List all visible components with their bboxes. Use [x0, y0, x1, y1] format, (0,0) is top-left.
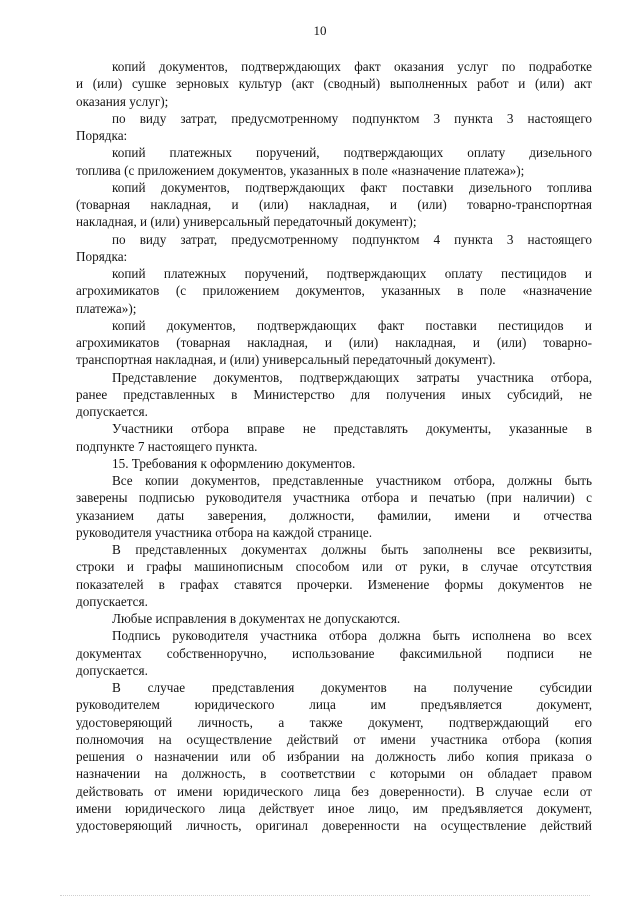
- text-line: полномочия на осуществление действий от имени участника отбора (копия: [76, 731, 592, 747]
- text-line: руководителем юридического лица им предъявляется документ,: [76, 697, 592, 713]
- text-line: копий документов, подтверждающих факт оказания услуг по подработке: [112, 59, 592, 74]
- text-line: документах собственноручно, использование факсимильной подписи не: [76, 645, 592, 661]
- text-line: копий документов, подтверждающих факт поставки дизельного топлива: [112, 179, 592, 195]
- text-line: транспортная накладная, и (или) универсальный передаточный документ).: [76, 352, 496, 368]
- text-line: накладная, и (или) универсальный передаточный документ);: [76, 214, 417, 230]
- text-line: подпункте 7 настоящего пункта.: [76, 438, 258, 454]
- text-line: копий платежных поручений, подтверждающих оплату пестицидов и: [112, 266, 592, 281]
- text-line: топлива (с приложением документов, указанных в поле «назначение платежа»);: [76, 162, 525, 178]
- text-line: и (или) сушке зерновых культур (акт (сводный) выполненных работ и (или) акт: [76, 76, 592, 92]
- text-line: копий документов, подтверждающих факт поставки пестицидов и: [112, 317, 592, 333]
- text-line: допускается.: [76, 404, 148, 419]
- text-line: В случае представления документов на получение субсидии: [112, 680, 592, 695]
- text-line: удостоверяющий личность, оригинал доверенности на осуществление действий: [76, 818, 592, 833]
- text-line: агрохимикатов (товарная накладная, и (или) накладная, и (или) товарно-: [76, 335, 592, 350]
- text-line: по виду затрат, предусмотренному подпунктом 4 пункта 3 настоящего: [112, 231, 592, 247]
- text-line: копий платежных поручений, подтверждающих оплату дизельного: [112, 145, 592, 161]
- text-line: платежа»);: [76, 300, 137, 316]
- text-line: Представление документов, подтверждающих затраты участника отбора,: [112, 369, 592, 385]
- text-line: назначении на должность, в соответствии с которыми он обладает правом: [76, 766, 592, 782]
- text-line: оказания услуг);: [76, 93, 169, 109]
- text-line: агрохимикатов (с приложением документов, указанных в поле «назначение: [76, 283, 592, 299]
- text-line: Порядка:: [76, 128, 128, 143]
- text-line: ранее представленных в Министерство для получения иных субсидий, не: [76, 386, 592, 402]
- document-body: [76, 58, 592, 834]
- scan-edge-divider: [60, 895, 590, 898]
- text-line: указанием даты заверения, должности, фамилии, имени и отчества: [76, 507, 592, 523]
- text-line: действовать от имени юридического лица без доверенности). В случае если от: [76, 783, 592, 799]
- text-line: В представленных документах должны быть заполнены все реквизиты,: [112, 542, 592, 557]
- text-line: решения о назначении или об избрании на должность либо копия приказа о: [76, 749, 592, 764]
- text-line: Участники отбора вправе не представлять документы, указанные в: [112, 421, 592, 437]
- text-line: показателей в графах ставятся прочерки. Изменение формы документов не: [76, 576, 592, 592]
- text-line: 15. Требования к оформлению документов.: [112, 455, 356, 471]
- text-line: Все копии документов, представленные участником отбора, должны быть: [112, 473, 592, 488]
- page-number: 10: [313, 23, 327, 38]
- text-line: заверены подписью руководителя участника отбора и печатью (при наличии) с: [76, 490, 592, 506]
- text-line: Подпись руководителя участника отбора должна быть исполнена во всех: [112, 628, 592, 644]
- text-line: по виду затрат, предусмотренному подпунктом 3 пункта 3 настоящего: [112, 110, 592, 126]
- text-line: (товарная накладная, и (или) накладная, и (или) товарно-транспортная: [76, 197, 592, 212]
- text-line: допускается.: [76, 593, 148, 609]
- text-line: руководителя участника отбора на каждой странице.: [76, 524, 373, 540]
- text-line: строки и графы машинописным способом или от руки, в случае отсутствия: [76, 559, 592, 575]
- text-line: удостоверяющий личность, а также документ, подтверждающий его: [76, 714, 592, 730]
- text-line: допускается.: [76, 662, 148, 678]
- text-line: Любые исправления в документах не допускаются.: [112, 611, 401, 626]
- text-line: имени юридического лица действует иное лицо, им предъявляется документ,: [76, 800, 592, 816]
- text-line: Порядка:: [76, 248, 128, 264]
